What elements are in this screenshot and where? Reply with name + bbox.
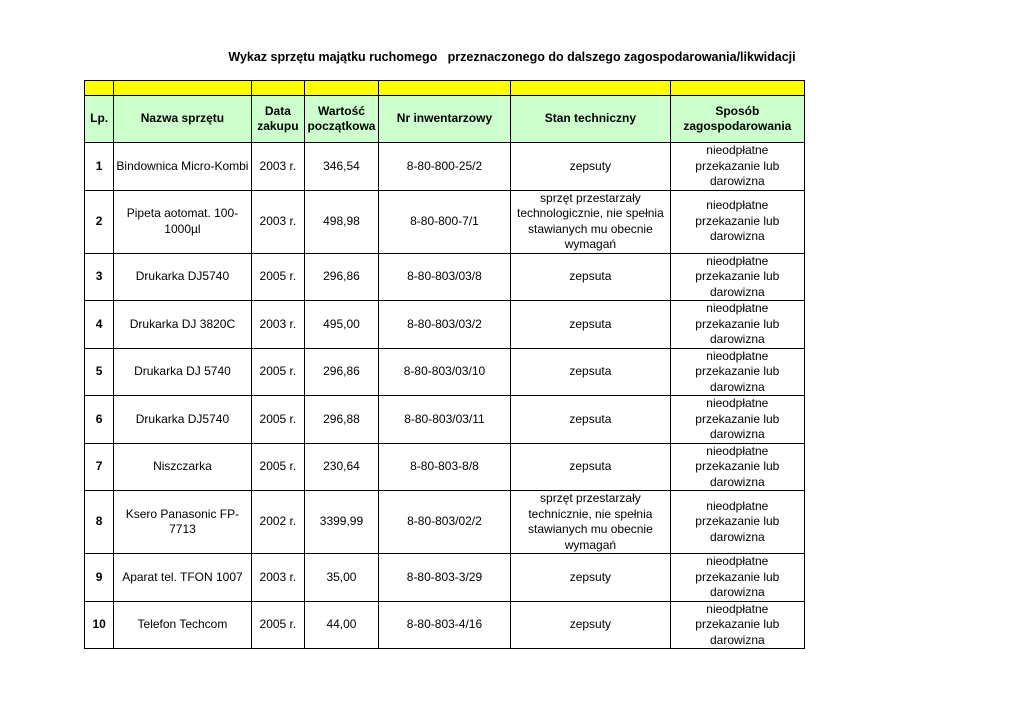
table-row (85, 143, 805, 191)
cell-inventory: 8-80-803-3/29 (378, 554, 510, 602)
table-row (85, 554, 805, 602)
yellow-cell (378, 81, 510, 96)
cell-lp: 10 (85, 601, 114, 649)
table-row (85, 396, 805, 444)
cell-value: 230,64 (305, 443, 379, 491)
cell-condition: zepsuta (511, 443, 671, 491)
cell-name: Drukarka DJ5740 (114, 396, 251, 444)
cell-lp: 7 (85, 443, 114, 491)
yellow-cell (305, 81, 379, 96)
cell-name: Pipeta aotomat. 100-1000µl (114, 190, 251, 253)
table-row (85, 601, 805, 649)
cell-value: 35,00 (305, 554, 379, 602)
cell-condition: zepsuta (511, 396, 671, 444)
cell-date: 2005 r. (251, 253, 305, 301)
cell-inventory: 8-80-803/03/10 (378, 348, 510, 396)
cell-value: 296,86 (305, 348, 379, 396)
cell-lp: 6 (85, 396, 114, 444)
header-inventory: Nr inwentarzowy (378, 96, 510, 143)
table-row (85, 301, 805, 349)
cell-inventory: 8-80-800-25/2 (378, 143, 510, 191)
cell-lp: 1 (85, 143, 114, 191)
cell-disposal: nieodpłatne przekazanie lub darowizna (670, 601, 804, 649)
cell-name: Drukarka DJ5740 (114, 253, 251, 301)
cell-inventory: 8-80-803-8/8 (378, 443, 510, 491)
cell-name: Telefon Techcom (114, 601, 251, 649)
cell-lp: 3 (85, 253, 114, 301)
cell-inventory: 8-80-803-4/16 (378, 601, 510, 649)
cell-value: 296,86 (305, 253, 379, 301)
cell-value: 3399,99 (305, 491, 379, 554)
cell-date: 2003 r. (251, 143, 305, 191)
cell-value: 495,00 (305, 301, 379, 349)
cell-lp: 9 (85, 554, 114, 602)
cell-date: 2005 r. (251, 396, 305, 444)
yellow-cell (85, 81, 114, 96)
document-title: Wykaz sprzętu majątku ruchomego przeznaczonego do dalszego zagospodarowania/likwidacji (228, 50, 796, 64)
yellow-band-row (85, 81, 805, 96)
cell-date: 2005 r. (251, 348, 305, 396)
header-condition: Stan techniczny (511, 96, 671, 143)
cell-disposal: nieodpłatne przekazanie lub darowizna (670, 253, 804, 301)
cell-value: 296,88 (305, 396, 379, 444)
cell-date: 2003 r. (251, 301, 305, 349)
cell-lp: 2 (85, 190, 114, 253)
cell-lp: 5 (85, 348, 114, 396)
cell-inventory: 8-80-803/02/2 (378, 491, 510, 554)
table-row (85, 491, 805, 554)
cell-inventory: 8-80-803/03/2 (378, 301, 510, 349)
cell-inventory: 8-80-803/03/11 (378, 396, 510, 444)
cell-date: 2003 r. (251, 190, 305, 253)
cell-disposal: nieodpłatne przekazanie lub darowizna (670, 491, 804, 554)
header-name: Nazwa sprzętu (114, 96, 251, 143)
header-date: Data zakupu (251, 96, 305, 143)
cell-condition: zepsuta (511, 301, 671, 349)
cell-disposal: nieodpłatne przekazanie lub darowizna (670, 554, 804, 602)
cell-disposal: nieodpłatne przekazanie lub darowizna (670, 348, 804, 396)
cell-disposal: nieodpłatne przekazanie lub darowizna (670, 443, 804, 491)
table-body (85, 143, 805, 649)
cell-condition: zepsuty (511, 554, 671, 602)
header-row (85, 96, 805, 143)
cell-inventory: 8-80-803/03/8 (378, 253, 510, 301)
cell-condition: sprzęt przestarzały technicznie, nie spełnia stawianych mu obecnie wymagań (511, 491, 671, 554)
table-row (85, 443, 805, 491)
cell-lp: 8 (85, 491, 114, 554)
table-row (85, 190, 805, 253)
cell-condition: sprzęt przestarzały technologicznie, nie spełnia stawianych mu obecnie wymagań (511, 190, 671, 253)
header-value: Wartość początkowa (305, 96, 379, 143)
yellow-cell (251, 81, 305, 96)
cell-name: Bindownica Micro-Kombi (114, 143, 251, 191)
cell-value: 498,98 (305, 190, 379, 253)
cell-name: Drukarka DJ 3820C (114, 301, 251, 349)
header-disposal: Sposób zagospodarowania (670, 96, 804, 143)
cell-value: 44,00 (305, 601, 379, 649)
cell-name: Niszczarka (114, 443, 251, 491)
cell-lp: 4 (85, 301, 114, 349)
table-row (85, 253, 805, 301)
cell-condition: zepsuty (511, 601, 671, 649)
cell-disposal: nieodpłatne przekazanie lub darowizna (670, 301, 804, 349)
yellow-cell (114, 81, 251, 96)
cell-date: 2003 r. (251, 554, 305, 602)
cell-disposal: nieodpłatne przekazanie lub darowizna (670, 396, 804, 444)
cell-name: Drukarka DJ 5740 (114, 348, 251, 396)
cell-date: 2005 r. (251, 601, 305, 649)
yellow-cell (670, 81, 804, 96)
cell-condition: zepsuty (511, 143, 671, 191)
table-row (85, 348, 805, 396)
cell-name: Ksero Panasonic FP-7713 (114, 491, 251, 554)
cell-condition: zepsuta (511, 348, 671, 396)
cell-disposal: nieodpłatne przekazanie lub darowizna (670, 190, 804, 253)
cell-name: Aparat tel. TFON 1007 (114, 554, 251, 602)
cell-condition: zepsuta (511, 253, 671, 301)
cell-inventory: 8-80-800-7/1 (378, 190, 510, 253)
cell-value: 346,54 (305, 143, 379, 191)
equipment-table (84, 80, 805, 649)
cell-disposal: nieodpłatne przekazanie lub darowizna (670, 143, 804, 191)
yellow-cell (511, 81, 671, 96)
cell-date: 2002 r. (251, 491, 305, 554)
header-lp: Lp. (85, 96, 114, 143)
cell-date: 2005 r. (251, 443, 305, 491)
